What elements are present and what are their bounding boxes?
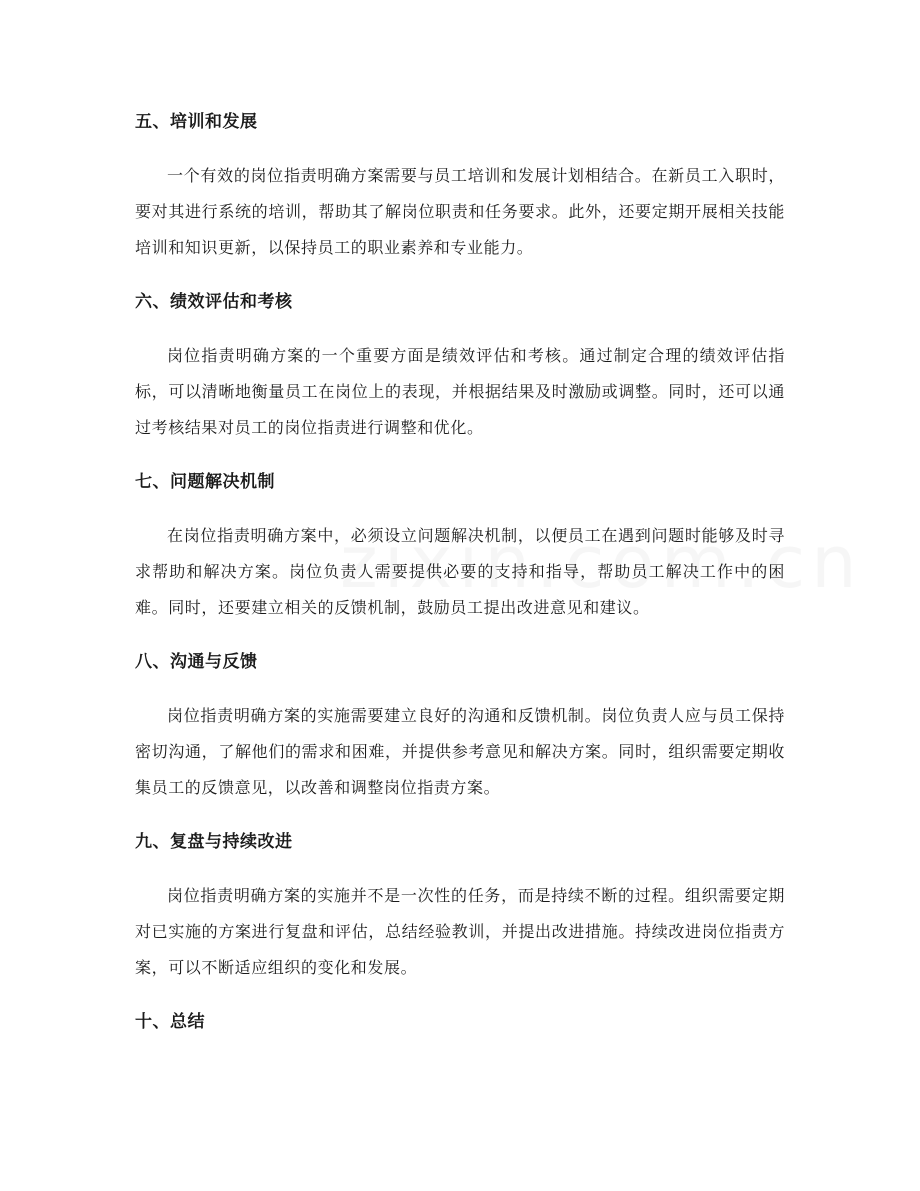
section-body-training: 一个有效的岗位指责明确方案需要与员工培训和发展计划相结合。在新员工入职时，要对其进行系统的培训，帮助其了解岗位职责和任务要求。此外，还要定期开展相关技能培训和知识更新，以保持员工的职业素养和专业能力。 bbox=[135, 166, 785, 257]
section-title-review: 九、复盘与持续改进 bbox=[135, 832, 293, 852]
section-title-problem-solving: 七、问题解决机制 bbox=[135, 472, 275, 492]
section-body-problem-solving: 在岗位指责明确方案中，必须设立问题解决机制，以便员工在遇到问题时能够及时寻求帮助和解决方案。岗位负责人需要提供必要的支持和指导，帮助员工解决工作中的困难。同时，还要建立相关的反馈机制，鼓励员工提出改进意见和建议。 bbox=[135, 526, 785, 617]
section-title-communication: 八、沟通与反馈 bbox=[135, 652, 258, 672]
section-title-summary: 十、总结 bbox=[135, 1012, 205, 1032]
document-content bbox=[135, 104, 785, 1040]
section-title-performance: 六、绩效评估和考核 bbox=[135, 292, 293, 312]
section-body-communication: 岗位指责明确方案的实施需要建立良好的沟通和反馈机制。岗位负责人应与员工保持密切沟通，了解他们的需求和困难，并提供参考意见和解决方案。同时，组织需要定期收集员工的反馈意见，以改善和调整岗位指责方案。 bbox=[135, 706, 785, 797]
section-body-review: 岗位指责明确方案的实施并不是一次性的任务，而是持续不断的过程。组织需要定期对已实施的方案进行复盘和评估，总结经验教训，并提出改进措施。持续改进岗位指责方案，可以不断适应组织的变化和发展。 bbox=[135, 886, 785, 977]
section-title-training: 五、培训和发展 bbox=[135, 112, 258, 132]
section-body-performance: 岗位指责明确方案的一个重要方面是绩效评估和考核。通过制定合理的绩效评估指标，可以清晰地衡量员工在岗位上的表现，并根据结果及时激励或调整。同时，还可以通过考核结果对员工的岗位指责进行调整和优化。 bbox=[135, 346, 785, 437]
